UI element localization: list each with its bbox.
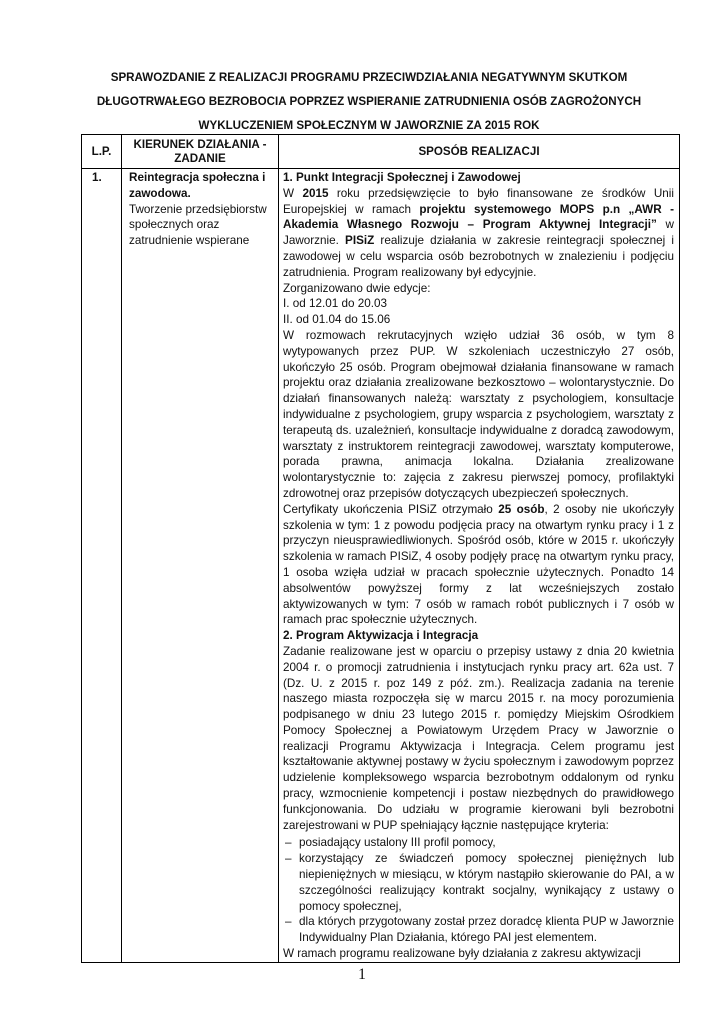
year-value: 2015 [302,186,329,200]
criterion-text: posiadający ustalony III profil pomocy, [299,836,496,850]
criterion-text: dla których przygotowany został przez doradcę klienta PUP w Jaworznie Indywidualny Plan Działania, którego PAI jest elementem. [299,915,674,945]
section-1-paragraph-3 [283,502,674,628]
edition-2: II. od 01.04 do 15.06 [283,313,391,327]
section-1-paragraph-2: W rozmowach rekrutacyjnych wzięło udział 36 osób, w tym 8 wytypowanych przez PUP. W szkoleniach uczestniczyło 27 osób, ukończyło 25 osób. Program obejmował działania finansowane w ramach projektu oraz działania zrealizowane bezkosztowo – wolontarystycznie. Do działań finansowanych należą: warsztaty z psychologiem, konsultacje indywidualne z psychologiem, grupy wsparcia z psychologiem, warsztaty z terapeutą ds. uzależnień, konsultacje indywidualne z doradcą zawodowym, warsztaty z instruktorem reintegracji zawodowej, warsztaty komputerowe, porada prawna, animacja lokalna. Działania zrealizowane wolontarystycznie to: zajęcia z zakresu pierwszej pomocy, profilaktyki zdrowotnej oraz przepisów dotyczących ubezpieczeń społecznych. [283,328,674,500]
list-item [283,835,674,851]
report-title-line-1: SPRAWOZDANIE Z REALIZACJI PROGRAMU PRZECIWDZIAŁANIA NEGATYWNYM SKUTKOM [110,71,628,84]
report-title-line-2: DŁUGOTRWAŁEGO BEZROBOCIA POPRZEZ WSPIERANIE ZATRUDNIENIA OSÓB ZAGROŻONYCH [96,95,642,108]
table-row [82,169,680,963]
page-number: 1 [358,966,366,983]
report-table [81,134,680,963]
header-kierunek: KIERUNEK DZIAŁANIA - ZADANIE [122,135,279,169]
text-run: W [283,186,303,200]
row-number: 1. [82,169,122,963]
list-item [283,914,674,946]
section-2-paragraph-2: W ramach programu realizowane były działania z zakresu aktywizacji [283,947,641,961]
list-item [283,851,674,914]
kierunek-title: Reintegracja społeczna i zawodowa. [129,171,266,200]
report-title-line-3: WYKLUCZENIEM SPOŁECZNYM W JAWORZNIE ZA 2015 ROK [198,119,540,132]
section-2-heading: 2. Program Aktywizacja i Integracja [283,629,479,643]
text-run: , 2 osoby nie ukończyły szkolenia w tym: 1 z powodu podjęcia pracy na otwartym rynku pracy i 1 z przyczyn nieusprawiedliwionych. Spośród osób, które w 2015 r. ukończyły szkolenia w ramach PISiZ, 4 osoby podjęły pracę na otwartym rynku pracy, 1 osoba wzięła udział w pracach społecznie użytecznych. Ponadto 14 absolwentów powyższej formy z lat wcześniejszych zostało aktywizowanych w tym: 7 osób w ramach robót publicznych i 7 osób w ramach prac społecznie użytecznych. [283,502,674,627]
dash-bullet: – [285,836,292,850]
text-run: roku przedsięwzięcie to było finansowane ze środków Unii Europejskiej w ramach [283,186,674,216]
text-run: w Jaworznie. [283,218,674,248]
edition-1: I. od 12.01 do 20.03 [283,297,387,311]
project-name: projektu systemowego MOPS p.n „AWR - Akademia Własnego Rozwoju – Program Aktywnej Integracji” [283,202,674,232]
certificates-count: 25 osób [498,502,545,516]
text-run: Certyfikaty ukończenia PISiZ otrzymało [283,502,499,516]
row-kierunek [122,169,279,963]
report-title [60,66,678,138]
header-lp: L.P. [82,135,122,169]
section-1-heading: 1. Punkt Integracji Społecznej i Zawodowej [283,171,521,184]
editions-intro: Zorganizowano dwie edycje: [283,281,431,295]
criterion-text: korzystający ze świadczeń pomocy społecznej pieniężnych lub niepieniężnych w miesiącu, w którym nastąpiło skierowanie do PAI, a w szczególności realizujący kontrakt socjalny, wynikający z ustawy o pomocy społecznej, [299,852,674,913]
pisiz-acronym: PISiZ [345,234,375,248]
dash-bullet: – [285,915,292,929]
table-header-row [82,135,680,169]
dash-bullet: – [285,852,292,866]
section-2-paragraph-1: Zadanie realizowane jest w oparciu o przepisy ustawy z dnia 20 kwietnia 2004 r. o promocji zatrudnienia i instytucjach rynku pracy art. 62a ust. 7 (Dz. U. z 2015 r. poz 149 z póź. zm.). Realizacja zadania na terenie naszego miasta rozpoczęła się w marcu 2015 r. na mocy porozumienia podpisanego w dniu 23 lutego 2015 r. pomiędzy Miejskim Ośrodkiem Pomocy Społecznej a Powiatowym Urzędem Pracy w Jaworznie o realizacji Programu Aktywizacja i Integracja. Celem programu jest kształtowanie aktywnej postawy w życiu społecznym i zawodowym poprzez udzielenie kompleksowego wsparcia bezrobotnym oddalonym od rynku pracy, wzmocnienie kompetencji i postaw niezbędnych do prawidłowego funkcjonowania. Do udziału w programie kierowani byli bezrobotni zarejestrowani w PUP spełniający łącznie następujące kryteria: [283,644,674,832]
row-sposob-realizacji [279,169,680,963]
header-sposob: SPOSÓB REALIZACJI [279,135,680,169]
section-1-paragraph-1 [283,186,674,281]
text-run: realizuje działania w zakresie reintegracji społecznej i zawodowej w celu wsparcia osób bezrobotnych w znalezieniu i podjęciu zatrudnienia. Program realizowany był edycyjnie. [283,234,674,279]
criteria-list [283,835,674,946]
kierunek-description: Tworzenie przedsiębiorstw społecznych oraz zatrudnienie wspierane [129,202,267,248]
